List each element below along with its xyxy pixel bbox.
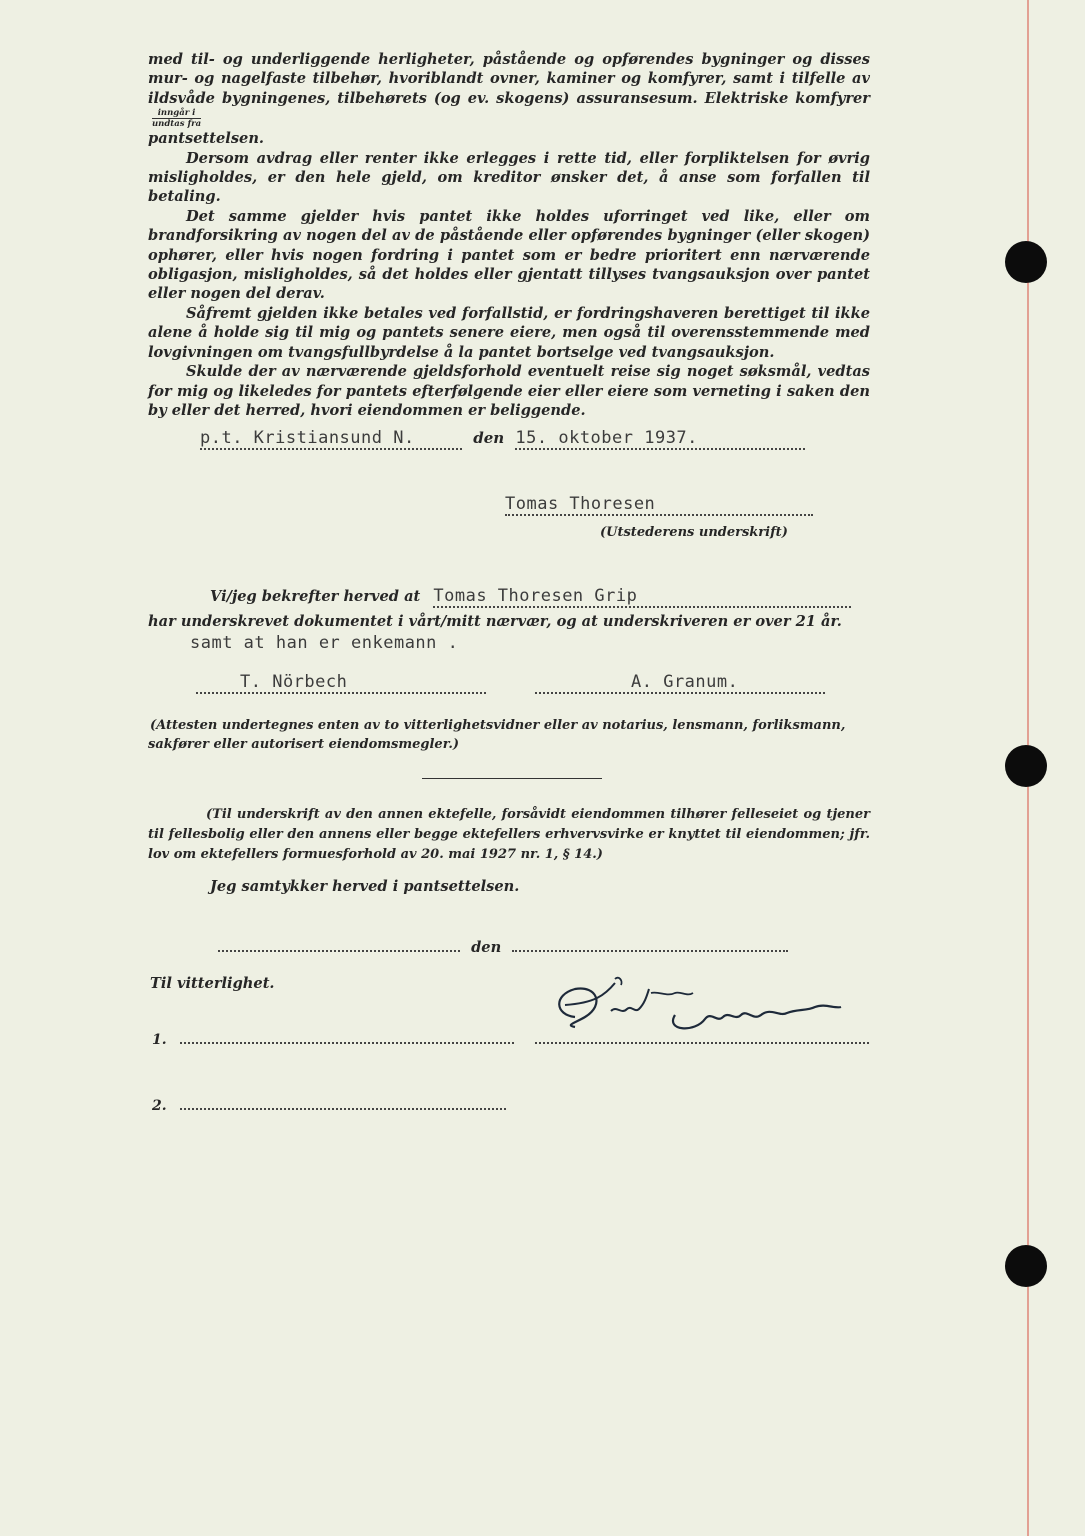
fraction-bottom: undtas fra xyxy=(152,119,202,130)
place-date-line xyxy=(200,428,805,450)
separator-rule xyxy=(422,778,602,779)
consent-text: Jeg samtykker herved i pantsettelsen. xyxy=(210,878,520,895)
typed-addition: samt at han er enkemann . xyxy=(190,633,459,653)
paragraph-1-end: pantsettelsen. xyxy=(148,130,265,148)
consent-date-line xyxy=(218,936,788,956)
witness-line-1b-blank xyxy=(535,1030,869,1044)
punch-hole-middle xyxy=(1005,745,1047,787)
paragraph-1 xyxy=(148,50,870,149)
consent-place-blank xyxy=(218,936,460,952)
witness-line-1 xyxy=(152,1030,514,1048)
fraction-top: inngår i xyxy=(152,108,201,119)
punch-hole-top xyxy=(1005,241,1047,283)
paragraph-4: Såfremt gjelden ikke betales ved forfallstid, er fordringshaveren berettiget til ikke alene å holde sig til mig og pantets senere eiere, men også til overensstemmende med lovgivningen om tvangsfullbyrdelse å la pantet bortselge ved tvangsauksjon. xyxy=(148,304,870,361)
witness-1-name: T. Nörbech xyxy=(196,672,486,694)
issuer-caption: (Utstederens underskrift) xyxy=(600,525,788,540)
witness-2-name: A. Granum. xyxy=(535,672,825,694)
confirmation-prefix: Vi/jeg bekrefter herved at xyxy=(210,588,421,605)
witness-line-1-number: 1. xyxy=(152,1032,167,1048)
punch-hole-bottom xyxy=(1005,1245,1047,1287)
attest-note: (Attesten undertegnes enten av to vitterlighetsvidner eller av notarius, lensmann, forliksmann, sakfører eller autorisert eiendomsmegler.) xyxy=(148,718,846,752)
paragraph-1-text: med til- og underliggende herligheter, påstående og opførendes bygninger og disses mur- og nagelfaste tilbehør, hvoriblandt ovner, kaminer og komfyrer, samt i tilfelle av ildsvåde bygningenes, tilbehørets (og ev. skogens) assuransesum. Elektriske komfyrer xyxy=(148,51,870,107)
paragraph-2: Dersom avdrag eller renter ikke erlegges i rette tid, eller forpliktelsen for øvrig misligholdes, er den hele gjeld, om kreditor ønsker det, å anse som forfallen til betaling. xyxy=(148,149,870,206)
den-label: den xyxy=(473,429,505,447)
date-field: 15. oktober 1937. xyxy=(515,428,805,450)
confirmation-line xyxy=(210,586,851,608)
confirmed-name: Tomas Thoresen Grip xyxy=(433,586,851,608)
consent-den-label: den xyxy=(471,939,502,956)
spouse-note: (Til underskrift av den annen ektefelle, forsåvidt eiendommen tilhører felleseiet og tjener til fellesbolig eller den annens eller begge ektefellers erhvervsvirke er knyttet til eiendommen; jfr. lov om ektefellers formuesforhold av 20. mai 1927 nr. 1, § 14.) xyxy=(148,807,870,862)
consent-date-blank xyxy=(512,936,788,952)
issuer-signature-line xyxy=(505,494,813,516)
terms-text xyxy=(148,50,870,420)
confirmation-line-2: har underskrevet dokumentet i vårt/mitt nærvær, og at underskriveren er over 21 år. xyxy=(148,613,842,630)
til-vitterlighet-label: Til vitterlighet. xyxy=(150,975,275,992)
place-field: p.t. Kristiansund N. xyxy=(200,428,462,450)
paragraph-5: Skulde der av nærværende gjeldsforhold eventuelt reise sig noget søksmål, vedtas for mig og likeledes for pantets efterfølgende eier eller eiere som verneting i saken den by eller det herred, hvori eiendommen er beliggende. xyxy=(148,363,870,419)
fraction-option xyxy=(152,108,201,129)
paragraph-3: Det samme gjelder hvis pantet ikke holdes uforringet ved like, eller om brandforsikring av nogen del av de påstående eller opførendes bygninger (eller skogen) ophører, eller hvis nogen fordring i pantet som er bedre prioritert enn nærværende obligasjon, misligholdes, så det holdes eller gjentatt tillyses tvangsauksjon over pantet eller nogen del derav. xyxy=(148,207,870,303)
witness-line-2-blank xyxy=(180,1096,506,1110)
witness-line-2 xyxy=(152,1096,506,1114)
issuer-name: Tomas Thoresen xyxy=(505,494,813,516)
witness-line-2-number: 2. xyxy=(152,1098,167,1114)
witness-line-1-blank xyxy=(180,1030,514,1044)
